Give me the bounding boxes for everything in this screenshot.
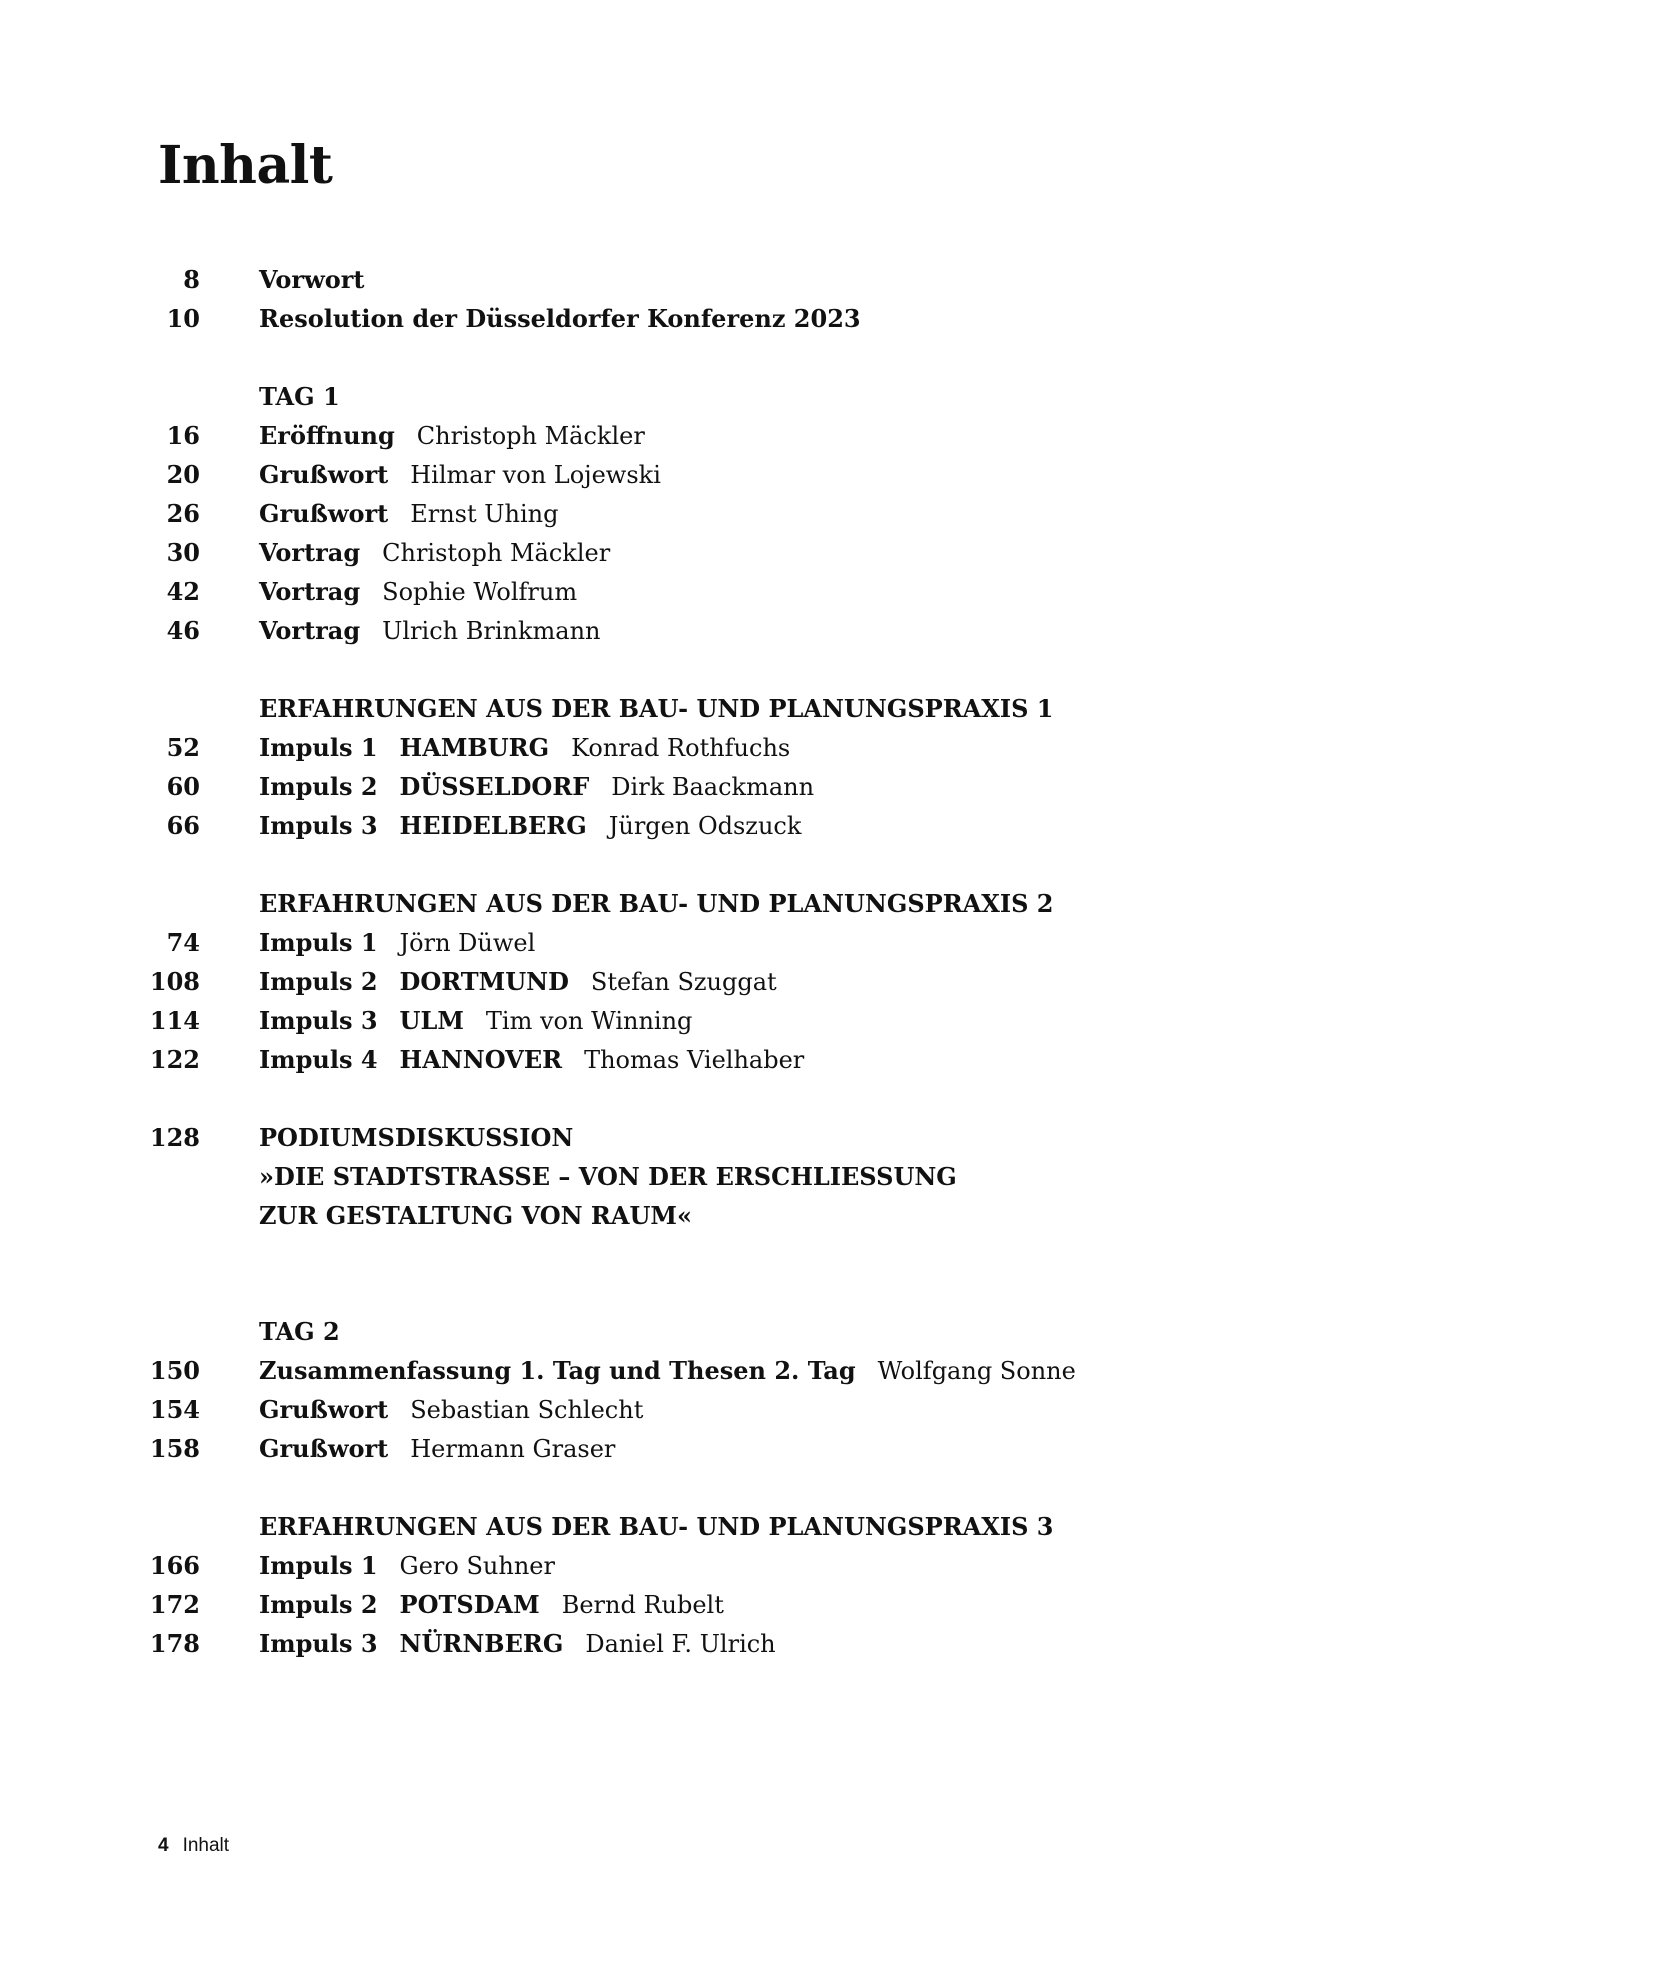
entry-author: Stefan Szuggat xyxy=(590,968,777,996)
page-number: 66 xyxy=(166,811,200,840)
page-number: 8 xyxy=(183,265,200,294)
page-number: 60 xyxy=(166,772,200,801)
section-heading-text: TAG 2 xyxy=(259,1317,340,1346)
entry-author: Ulrich Brinkmann xyxy=(382,617,601,645)
entry-city: NÜRNBERG xyxy=(399,1629,564,1658)
entry-author: Hermann Graser xyxy=(410,1435,616,1463)
entry-type: Impuls 4 xyxy=(259,1045,378,1074)
entry-city: DORTMUND xyxy=(399,967,569,996)
entry-type: Impuls 3 xyxy=(259,811,378,840)
podium-line: PODIUMSDISKUSSION xyxy=(259,1123,574,1152)
entry-author: Dirk Baackmann xyxy=(611,773,815,801)
section-heading-text: ERFAHRUNGEN AUS DER BAU- UND PLANUNGSPRAXIS 2 xyxy=(259,889,1054,918)
page-number: 42 xyxy=(166,577,200,606)
page-number: 150 xyxy=(149,1356,200,1385)
page-number: 128 xyxy=(149,1123,200,1152)
entry-author: Konrad Rothfuchs xyxy=(571,734,791,762)
entry-type: Vortrag xyxy=(259,577,361,606)
podium-line: »DIE STADTSTRASSE – VON DER ERSCHLIESSUNG xyxy=(259,1162,957,1191)
footer-label: Inhalt xyxy=(182,1835,230,1856)
section-heading-text: ERFAHRUNGEN AUS DER BAU- UND PLANUNGSPRAXIS 1 xyxy=(259,694,1054,723)
entry-author: Gero Suhner xyxy=(399,1552,555,1580)
entry-type: Impuls 3 xyxy=(259,1006,378,1035)
entry-type: Grußwort xyxy=(259,1395,389,1424)
page-number: 52 xyxy=(166,733,200,762)
page-number: 154 xyxy=(149,1395,200,1424)
page-number: 114 xyxy=(149,1006,200,1035)
footer-page-number: 4 xyxy=(158,1835,169,1856)
entry-city: HAMBURG xyxy=(399,733,550,762)
entry-type: Impuls 2 xyxy=(259,967,378,996)
section-heading-text: ERFAHRUNGEN AUS DER BAU- UND PLANUNGSPRAXIS 3 xyxy=(259,1512,1054,1541)
page-number: 20 xyxy=(166,460,200,489)
entry-type: Impuls 2 xyxy=(259,1590,378,1619)
entry-type: Vortrag xyxy=(259,538,361,567)
page-number: 158 xyxy=(149,1434,200,1463)
entry-author: Bernd Rubelt xyxy=(561,1591,724,1619)
entry-type: Impuls 1 xyxy=(259,1551,378,1580)
entry-author: Wolfgang Sonne xyxy=(877,1357,1076,1385)
entry-type: Grußwort xyxy=(259,460,389,489)
page-number: 16 xyxy=(166,421,200,450)
page-number: 26 xyxy=(166,499,200,528)
entry-city: HEIDELBERG xyxy=(399,811,587,840)
page-title: Inhalt xyxy=(158,135,333,196)
entry-author: Jörn Düwel xyxy=(399,929,536,957)
entry-author: Jürgen Odszuck xyxy=(608,812,802,840)
entry-type: Impuls 3 xyxy=(259,1629,378,1658)
entry-author: Christoph Mäckler xyxy=(416,422,645,450)
entry-author: Sophie Wolfrum xyxy=(382,578,578,606)
entry-type: Impuls 1 xyxy=(259,733,378,762)
entry-title: Vorwort xyxy=(259,265,365,294)
entry-author: Daniel F. Ulrich xyxy=(585,1630,776,1658)
page-number: 108 xyxy=(149,967,200,996)
entry-author: Sebastian Schlecht xyxy=(410,1396,644,1424)
entry-type: Impuls 2 xyxy=(259,772,378,801)
page-number: 74 xyxy=(166,928,200,957)
entry-type: Eröffnung xyxy=(259,421,395,450)
page-number: 122 xyxy=(149,1045,200,1074)
entry-type: Grußwort xyxy=(259,1434,389,1463)
page-number: 30 xyxy=(166,538,200,567)
entry-city: HANNOVER xyxy=(399,1045,563,1074)
entry-city: POTSDAM xyxy=(399,1590,540,1619)
page-number: 166 xyxy=(149,1551,200,1580)
entry-author: Hilmar von Lojewski xyxy=(410,461,661,489)
entry-type: Grußwort xyxy=(259,499,389,528)
section-heading-text: TAG 1 xyxy=(259,382,340,411)
entry-type: Impuls 1 xyxy=(259,928,378,957)
entry-title: Resolution der Düsseldorfer Konferenz 2023 xyxy=(259,304,861,333)
entry-type: Zusammenfassung 1. Tag und Thesen 2. Tag xyxy=(259,1356,856,1385)
entry-author: Thomas Vielhaber xyxy=(584,1046,805,1074)
entry-city: ULM xyxy=(399,1006,464,1035)
entry-author: Tim von Winning xyxy=(485,1007,693,1035)
page-number: 172 xyxy=(149,1590,200,1619)
entry-author: Ernst Uhing xyxy=(410,500,559,528)
page-number: 46 xyxy=(166,616,200,645)
page-number: 10 xyxy=(166,304,200,333)
entry-type: Vortrag xyxy=(259,616,361,645)
podium-line: ZUR GESTALTUNG VON RAUM« xyxy=(259,1201,692,1230)
page-footer xyxy=(158,1835,229,1857)
page-number: 178 xyxy=(149,1629,200,1658)
entry-author: Christoph Mäckler xyxy=(382,539,611,567)
entry-city: DÜSSELDORF xyxy=(399,772,590,801)
